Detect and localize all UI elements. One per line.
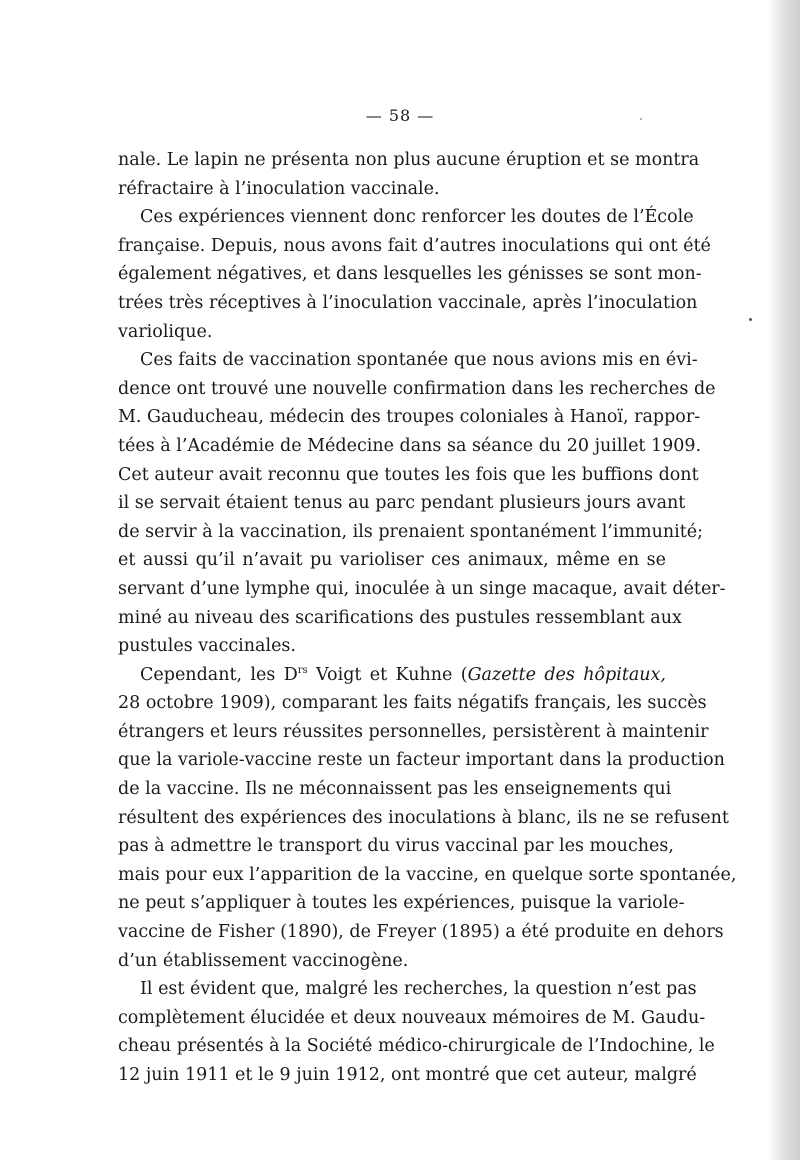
page-edge-shadow	[768, 0, 800, 1160]
text-line: mais pour eux l’apparition de la vaccine, en quelque sorte spontanée,	[118, 864, 737, 885]
text-line: dence ont trouvé une nouvelle confirmation dans les recherches de	[118, 378, 716, 399]
text-segment: Cependant, les D	[140, 664, 298, 685]
italic-citation: Gazette des hôpitaux,	[467, 664, 666, 685]
body-text	[118, 146, 737, 1090]
text-line: pustules vaccinales.	[118, 636, 296, 657]
text-line: nale. Le lapin ne présenta non plus aucune éruption et se montra	[118, 150, 700, 170]
text-line: réfractaire à l’inoculation vaccinale.	[118, 178, 440, 199]
text-line: il se servait étaient tenus au parc pendant plusieurs jours avant	[118, 493, 686, 514]
text-line: servant d’une lymphe qui, inoculée à un singe macaque, avait déter-	[118, 578, 726, 599]
text-line: française. Depuis, nous avons fait d’autres inoculations qui ont été	[118, 235, 711, 256]
text-line: vaccine de Fisher (1890), de Freyer (1895) a été produite en dehors	[118, 922, 724, 943]
text-line: Ces faits de vaccination spontanée que nous avions mis en évi-	[140, 350, 698, 371]
text-line: étrangers et leurs réussites personnelles, persistèrent à maintenir	[118, 721, 709, 742]
text-line: résultent des expériences des inoculations à blanc, ils ne se refusent	[118, 807, 729, 828]
text-line: 12 juin 1911 et le 9 juin 1912, ont montré que cet auteur, malgré	[118, 1065, 697, 1085]
text-line: M. Gauducheau, médecin des troupes coloniales à Hanoï, rappor-	[118, 407, 701, 428]
text-line: trées très réceptives à l’inoculation vaccinale, après l’inoculation	[118, 292, 698, 313]
text-line: d’un établissement vaccinogène.	[118, 950, 409, 971]
text-line: tées à l’Académie de Médecine dans sa séance du 20 juillet 1909.	[118, 435, 702, 456]
text-line: Ces expériences viennent donc renforcer les doutes de l’École	[140, 207, 694, 228]
text-segment: Voigt et Kuhne (	[307, 664, 468, 685]
text-line: cheau présentés à la Société médico-chirurgicale de l’Indochine, le	[118, 1036, 715, 1057]
superscript: rs	[297, 664, 308, 676]
text-line: miné au niveau des scarifications des pustules ressemblant aux	[118, 607, 682, 628]
text-line: de servir à la vaccination, ils prenaient spontanément l’immunité;	[118, 521, 704, 542]
text-line: que la variole-vaccine reste un facteur important dans la production	[118, 750, 725, 771]
page-number: — 58 —	[365, 106, 435, 125]
text-line: Cet auteur avait reconnu que toutes les fois que les buffions dont	[118, 464, 699, 485]
text-line: pas à admettre le transport du virus vaccinal par les mouches,	[118, 836, 674, 857]
text-line: Il est évident que, malgré les recherches, la question n’est pas	[140, 979, 697, 1000]
text-line: 28 octobre 1909), comparant les faits négatifs français, les succès	[118, 693, 707, 714]
text-line: de la vaccine. Ils ne méconnaissent pas les enseignements qui	[118, 779, 672, 800]
text-line: et aussi qu’il n’avait pu varioliser ces animaux, même en se	[118, 550, 666, 571]
text-line: variolique.	[118, 321, 213, 342]
text-line: ne peut s’appliquer à toutes les expériences, puisque la variole-	[118, 893, 685, 914]
text-line: également négatives, et dans lesquelles les génisses se sont mon-	[118, 264, 702, 285]
print-speck	[749, 318, 752, 321]
text-line: complètement élucidée et deux nouveaux mémoires de M. Gaudu-	[118, 1007, 706, 1028]
text-line	[118, 661, 666, 690]
